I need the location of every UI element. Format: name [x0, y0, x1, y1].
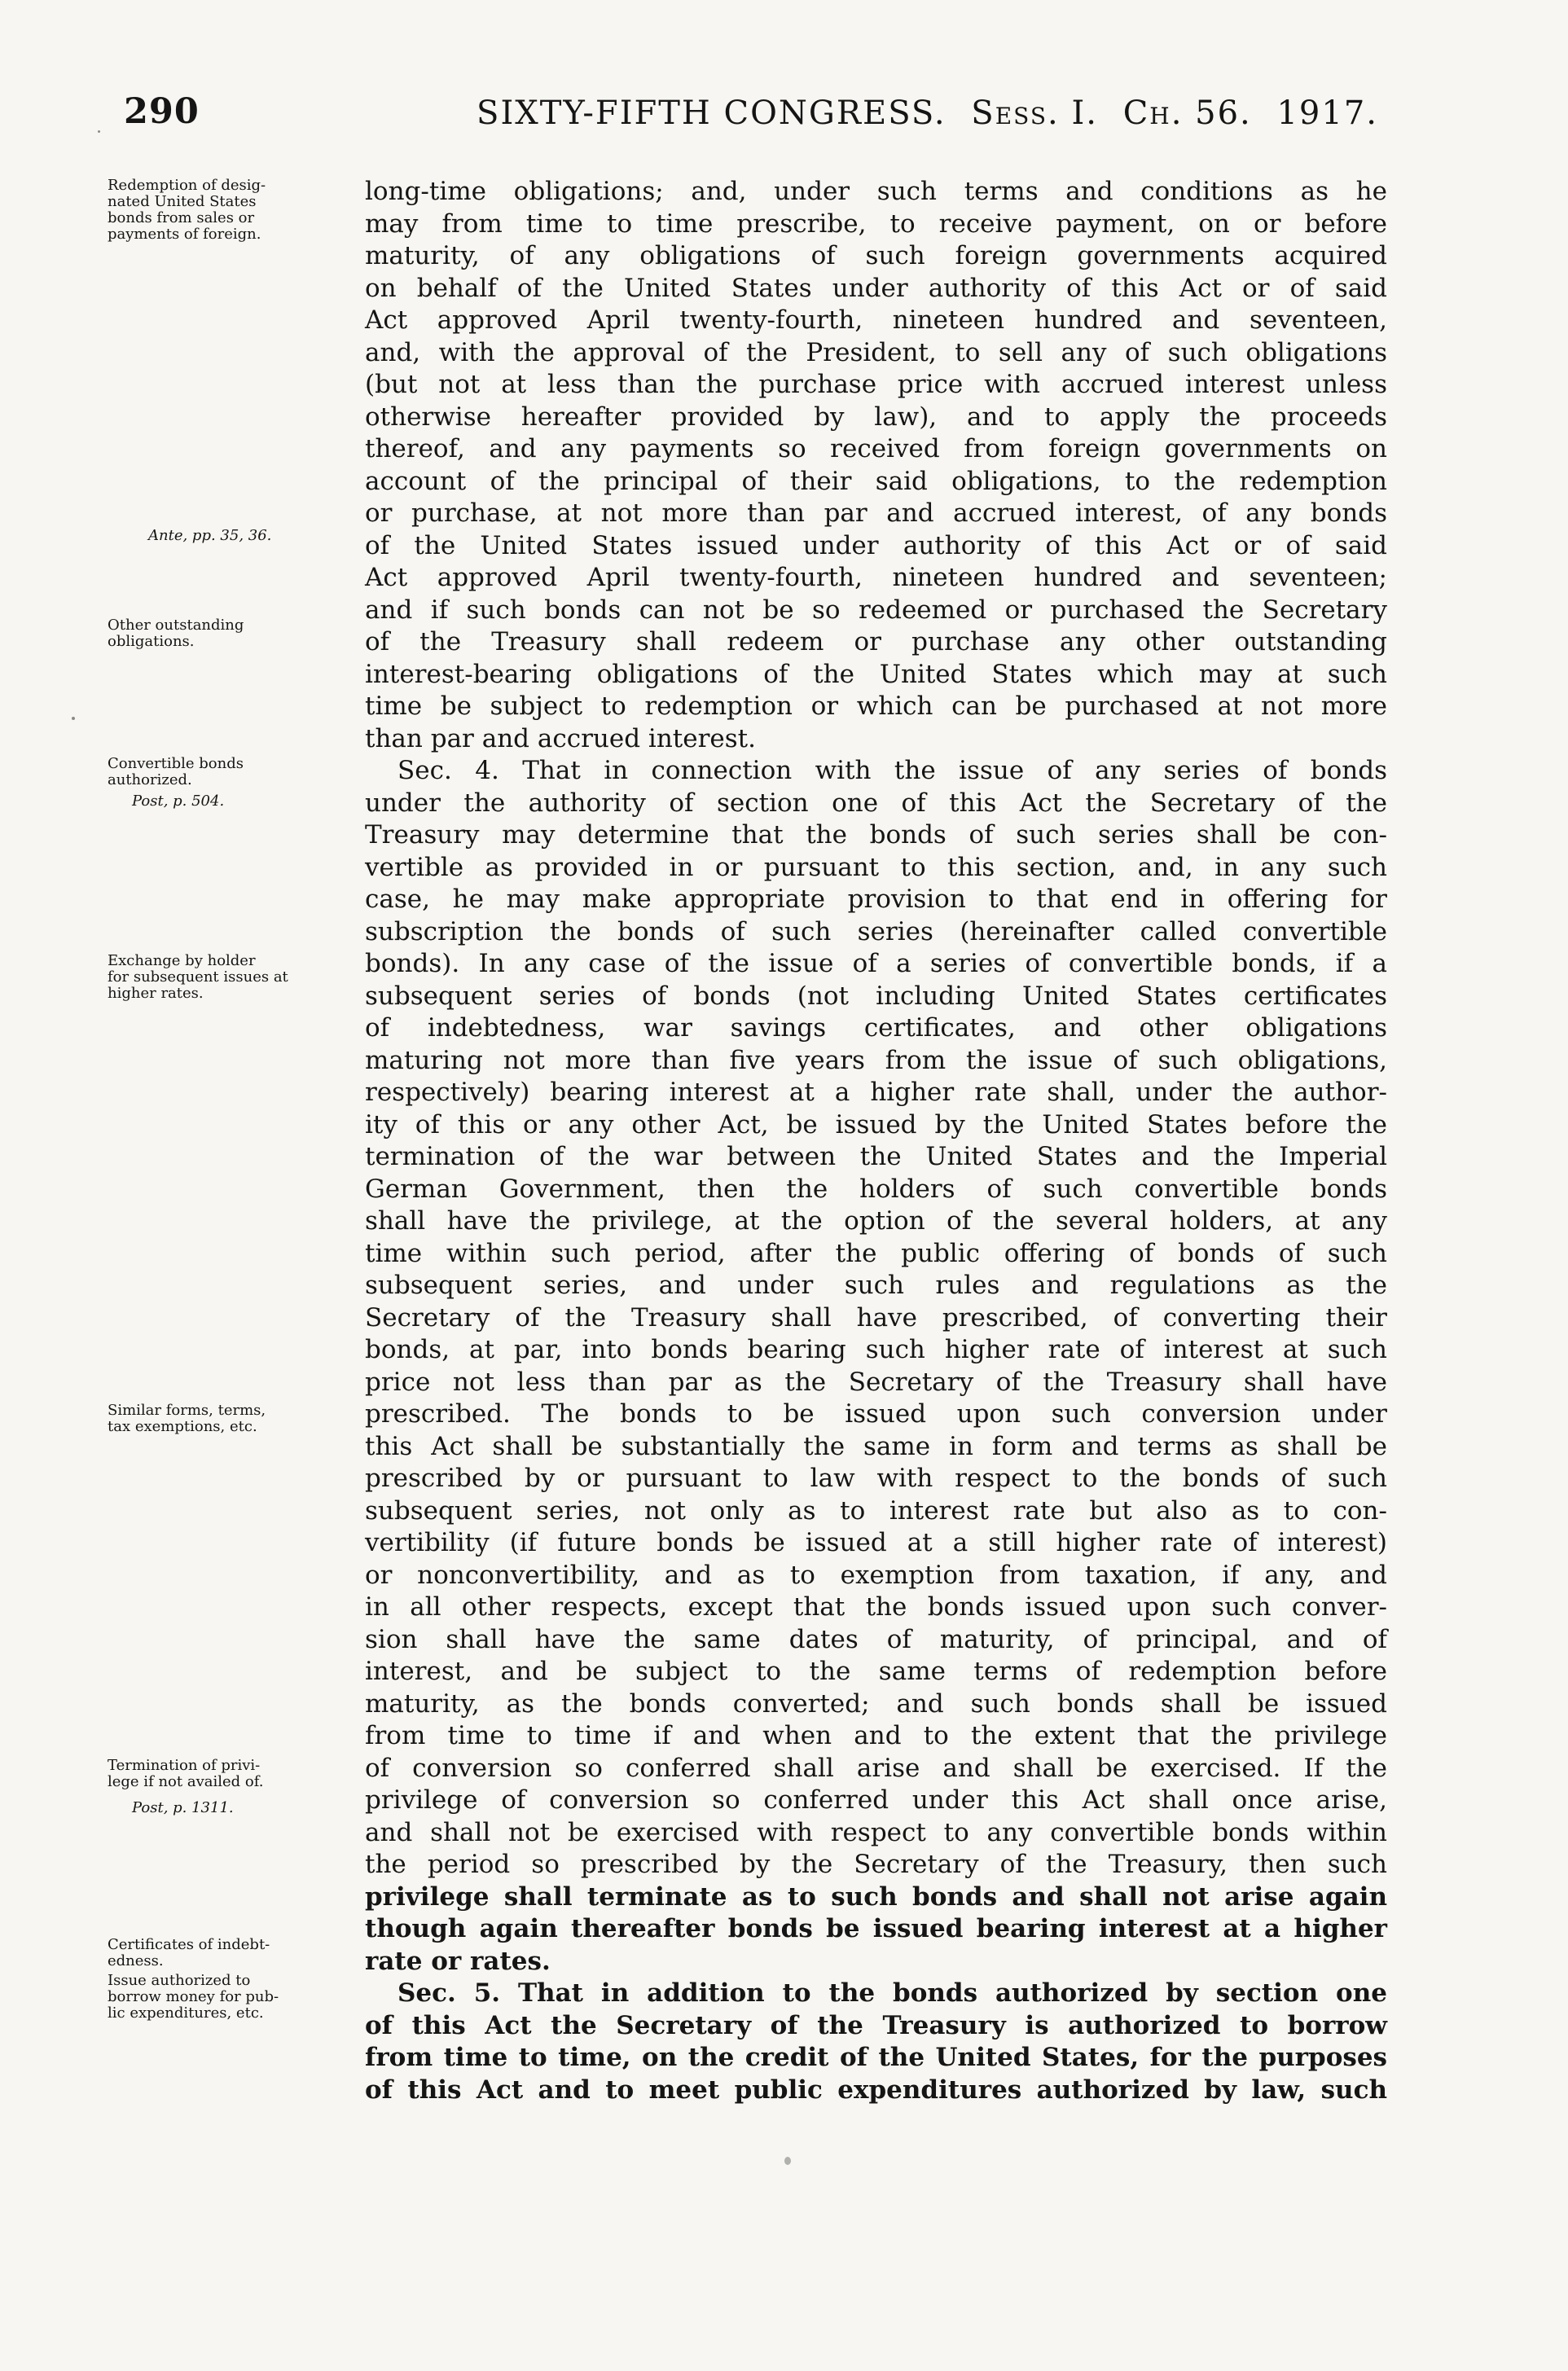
- margin-note-line: borrow money for pub-: [108, 1988, 279, 2005]
- text-line: and if such bonds can not be so redeemed or purchased the Secretary: [365, 595, 1387, 625]
- margin-note-termination: [108, 1758, 360, 1790]
- text-line: account of the principal of their said obligations, to the redemption: [365, 466, 1387, 496]
- margin-note-post-1311: [132, 1800, 384, 1816]
- text-line: prescribed by or pursuant to law with respect to the bonds of such: [365, 1464, 1387, 1493]
- margin-note-exchange: [108, 953, 360, 1002]
- margin-note-issue-authorized: [108, 1973, 360, 2022]
- margin-note-convertible: [108, 756, 360, 788]
- text-line: from time to time, on the credit of the United States, for the purposes: [365, 2043, 1387, 2072]
- session-label: Sess. I.: [971, 94, 1098, 132]
- margin-note-line: edness.: [108, 1952, 164, 1969]
- page-header: [124, 91, 1378, 140]
- text-line: subsequent series, and under such rules and regulations as the: [365, 1271, 1387, 1300]
- text-line: interest, and be subject to the same terms of redemption before: [365, 1657, 1387, 1686]
- margin-note-line: higher rates.: [108, 985, 204, 1002]
- text-line: of conversion so conferred shall arise and shall be exercised. If the: [365, 1753, 1387, 1783]
- text-line: maturity, as the bonds converted; and such bonds shall be issued: [365, 1688, 1387, 1719]
- text-line: time be subject to redemption or which can be purchased at not more: [365, 692, 1387, 721]
- margin-note-line: obligations.: [108, 633, 195, 650]
- text-line: though again thereafter bonds be issued bearing interest at a higher: [365, 1914, 1387, 1943]
- text-line: privilege of conversion so conferred under this Act shall once arise,: [365, 1785, 1387, 1815]
- text-line: subsequent series of bonds (not including United States certificates: [365, 981, 1387, 1011]
- text-line: Act approved April twenty-fourth, nineteen hundred and seventeen;: [365, 563, 1387, 592]
- text-line: of this Act the Secretary of the Treasury is authorized to borrow: [365, 2010, 1387, 2040]
- congress-title: SIXTY-FIFTH CONGRESS.: [477, 94, 947, 132]
- text-line: subsequent series, not only as to interest rate but also as to con-: [365, 1495, 1387, 1526]
- text-line: price not less than par as the Secretary of the Treasury shall have: [365, 1367, 1387, 1397]
- text-line: long-time obligations; and, under such terms and conditions as he: [365, 177, 1387, 206]
- margin-note-line: Redemption of desig-: [108, 177, 266, 194]
- margin-note-line: authorized.: [108, 771, 192, 788]
- text-line: or nonconvertibility, and as to exemption from taxation, if any, and: [365, 1560, 1387, 1590]
- page-number: 290: [124, 91, 200, 132]
- text-line: this Act shall be substantially the same in form and terms as shall be: [365, 1431, 1387, 1461]
- text-line: termination of the war between the United States and the Imperial: [365, 1142, 1387, 1171]
- scan-speck: [72, 717, 75, 720]
- text-line: bonds). In any case of the issue of a series of convertible bonds, if a: [365, 949, 1387, 978]
- margin-note-other-outstanding: [108, 617, 360, 650]
- text-line: vertible as provided in or pursuant to this section, and, in any such: [365, 852, 1387, 882]
- text-line: otherwise hereafter provided by law), and to apply the proceeds: [365, 402, 1387, 432]
- text-line: maturity, of any obligations of such foreign governments acquired: [365, 241, 1387, 270]
- margin-note-redemption: [108, 178, 360, 243]
- margin-note-post-504: [132, 793, 384, 810]
- text-line: of the United States issued under authority of this Act or of said: [365, 530, 1387, 560]
- text-line: interest-bearing obligations of the United States which may at such: [365, 659, 1387, 689]
- margin-note-similar-forms: [108, 1403, 360, 1435]
- text-line: case, he may make appropriate provision to that end in offering for: [365, 885, 1387, 914]
- text-line: the period so prescribed by the Secretary of the Treasury, then such: [365, 1850, 1387, 1879]
- text-line: privilege shall terminate as to such bonds and shall not arise again: [365, 1881, 1387, 1912]
- year-label: 1917.: [1276, 94, 1378, 132]
- margin-note-line: Similar forms, terms,: [108, 1402, 266, 1419]
- text-line: (but not at less than the purchase price with accrued interest unless: [365, 370, 1387, 399]
- text-line: under the authority of section one of this Act the Secretary of the: [365, 788, 1387, 818]
- margin-note-line: lic expenditures, etc.: [108, 2004, 264, 2022]
- margin-note-line: tax exemptions, etc.: [108, 1418, 257, 1435]
- margin-note-line: Convertible bonds: [108, 755, 244, 772]
- text-line: Act approved April twenty-fourth, nineteen hundred and seventeen,: [365, 305, 1387, 335]
- statute-text: [365, 176, 1387, 2106]
- margin-note-line: payments of foreign.: [108, 226, 261, 243]
- scan-speck: [98, 130, 100, 133]
- running-head: [477, 94, 1378, 132]
- text-line: than par and accrued interest.: [365, 723, 756, 753]
- chapter-label: Ch. 56.: [1122, 94, 1252, 132]
- margin-note-line: Other outstanding: [108, 617, 244, 634]
- text-line: Secretary of the Treasury shall have prescribed, of converting their: [365, 1302, 1387, 1333]
- text-line: prescribed. The bonds to be issued upon such conversion under: [365, 1399, 1387, 1429]
- text-line: thereof, and any payments so received from foreign governments on: [365, 434, 1387, 463]
- margin-note-line: nated United States: [108, 193, 257, 210]
- text-line: from time to time if and when and to the extent that the privilege: [365, 1721, 1387, 1750]
- margin-note-line: Issue authorized to: [108, 1972, 251, 1989]
- text-line: subscription the bonds of such series (hereinafter called convertible: [365, 916, 1387, 946]
- margin-note-line: Exchange by holder: [108, 952, 256, 969]
- margin-note-line: lege if not availed of.: [108, 1773, 264, 1790]
- text-line: may from time to time prescribe, to receive payment, on or before: [365, 209, 1387, 239]
- text-line: maturing not more than five years from the issue of such obligations,: [365, 1045, 1387, 1075]
- text-line: Treasury may determine that the bonds of such series shall be con-: [365, 820, 1387, 850]
- section-4-heading-line: Sec. 4. That in connection with the issue of any series of bonds: [397, 756, 1387, 785]
- margin-note-certificates: [108, 1937, 360, 1969]
- text-line: and shall not be exercised with respect to any convertible bonds within: [365, 1817, 1387, 1847]
- text-line: bonds, at par, into bonds bearing such higher rate of interest at such: [365, 1335, 1387, 1364]
- text-line: and, with the approval of the President, to sell any of such obligations: [365, 337, 1387, 367]
- margin-note-line: Ante, pp. 35, 36.: [148, 527, 272, 544]
- margin-note-ante: [148, 528, 401, 544]
- text-line: in all other respects, except that the bonds issued upon such conver-: [365, 1592, 1387, 1622]
- scan-speck: [784, 2157, 791, 2165]
- section-5-heading-line: Sec. 5. That in addition to the bonds authorized by section one: [397, 1978, 1387, 2008]
- text-line: of this Act and to meet public expenditures authorized by law, such: [365, 2075, 1387, 2105]
- text-line: of indebtedness, war savings certificates, and other obligations: [365, 1013, 1387, 1043]
- margin-note-line: Certificates of indebt-: [108, 1936, 270, 1953]
- text-line: vertibility (if future bonds be issued at a still higher rate of interest): [365, 1528, 1387, 1557]
- margin-note-line: bonds from sales or: [108, 209, 255, 226]
- text-line: or purchase, at not more than par and accrued interest, of any bonds: [365, 498, 1387, 528]
- text-line: respectively) bearing interest at a higher rate shall, under the author-: [365, 1078, 1387, 1107]
- text-line: sion shall have the same dates of maturity, of principal, and of: [365, 1624, 1387, 1654]
- text-line: ity of this or any other Act, be issued by the United States before the: [365, 1109, 1387, 1139]
- text-line: of the Treasury shall redeem or purchase any other outstanding: [365, 627, 1387, 656]
- text-line: shall have the privilege, at the option of the several holders, at any: [365, 1206, 1387, 1236]
- margin-note-line: Post, p. 504.: [132, 793, 225, 810]
- margin-note-line: for subsequent issues at: [108, 968, 288, 986]
- text-line: German Government, then the holders of such convertible bonds: [365, 1174, 1387, 1204]
- text-line: rate or rates.: [365, 1946, 551, 1976]
- text-line: on behalf of the United States under authority of this Act or of said: [365, 273, 1387, 303]
- margin-note-line: Termination of privi-: [108, 1757, 261, 1774]
- margin-note-line: Post, p. 1311.: [132, 1799, 234, 1816]
- text-line: time within such period, after the public offering of bonds of such: [365, 1238, 1387, 1268]
